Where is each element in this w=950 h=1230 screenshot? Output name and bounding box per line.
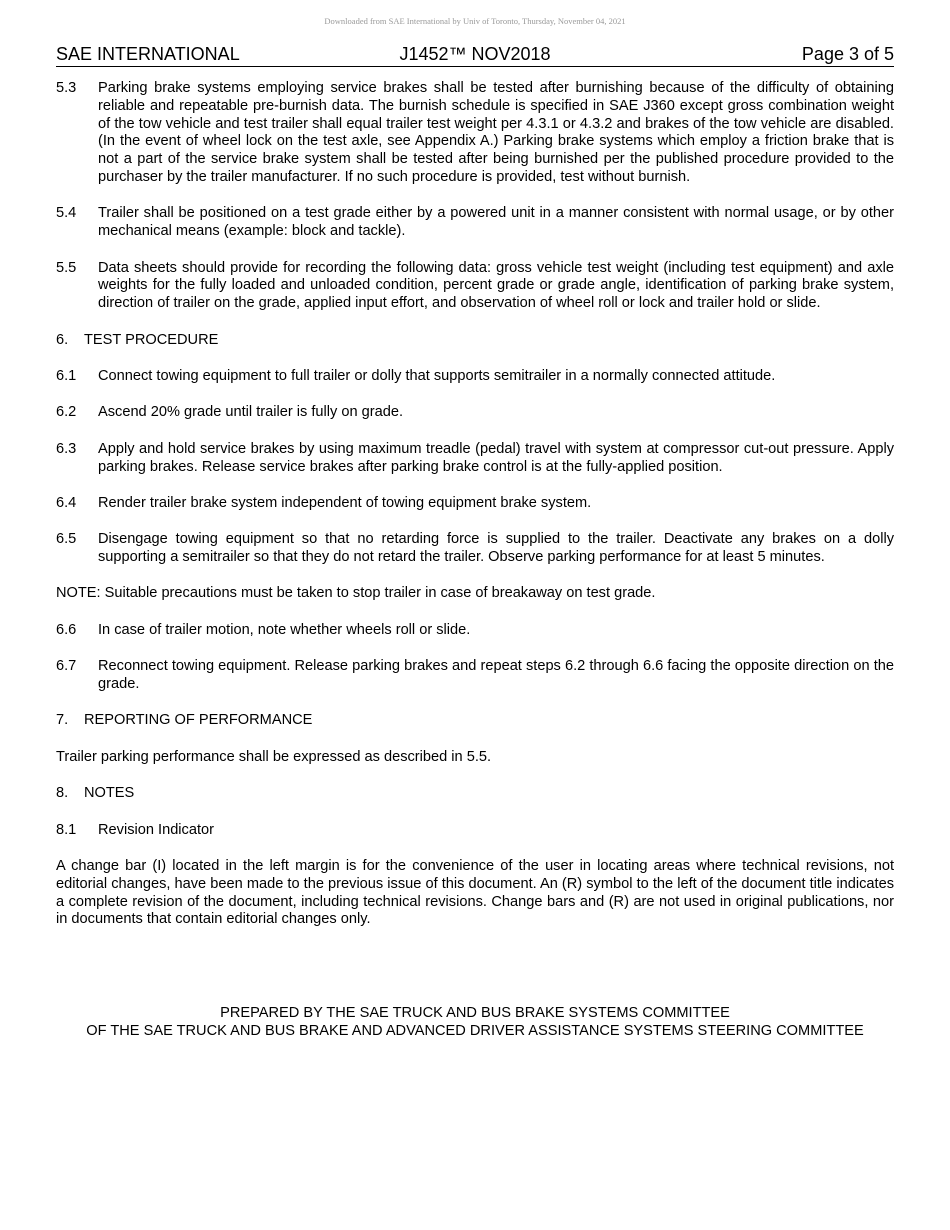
paragraph-number: 8.1: [56, 821, 77, 838]
paragraph-6-1: [56, 368, 894, 386]
paragraph-number: 6.6: [56, 621, 77, 638]
section-7-heading: [56, 712, 894, 730]
paragraph-text: Apply and hold service brakes by using maximum treadle (pedal) travel with system at compressor cut-out pressure. Apply parking brakes. Release service brakes after parking brake control is at the fully-applied position.: [98, 440, 894, 475]
section-title: REPORTING OF PERFORMANCE: [84, 712, 313, 729]
paragraph-text: Connect towing equipment to full trailer or dolly that supports semitrailer in a normally connected attitude.: [98, 367, 776, 384]
paragraph-5-5: [56, 260, 894, 313]
paragraph-text: Disengage towing equipment so that no retarding force is supplied to the trailer. Deactivate any brakes on a dolly supporting a semitrailer so that they do not retard the trailer. Observe parking performance for at least 5 minutes.: [98, 531, 894, 566]
paragraph-number: 5.3: [56, 80, 77, 96]
section-number: 7.: [56, 712, 69, 729]
footer-line-1: PREPARED BY THE SAE TRUCK AND BUS BRAKE SYSTEMS COMMITTEE: [220, 1005, 730, 1021]
paragraph-text: Revision Indicator: [98, 821, 214, 838]
footer-line-2: OF THE SAE TRUCK AND BUS BRAKE AND ADVANCED DRIVER ASSISTANCE SYSTEMS STEERING COMMITTEE: [86, 1022, 864, 1039]
paragraph-6-3: [56, 441, 894, 477]
header-page-number: Page 3 of 5: [801, 44, 894, 64]
section-title: NOTES: [84, 785, 135, 802]
paragraph-text: Render trailer brake system independent of towing equipment brake system.: [98, 494, 592, 511]
paragraph-number: 6.2: [56, 404, 77, 421]
paragraph-number: 6.7: [56, 658, 77, 675]
section-8-heading: [56, 785, 894, 803]
paragraph-number: 6.4: [56, 494, 77, 511]
committee-footer: [0, 1005, 950, 1041]
paragraph-number: 6.1: [56, 367, 77, 384]
paragraph-number: 6.3: [56, 440, 77, 457]
page-header: [56, 44, 894, 67]
paragraph-5-4: [56, 205, 894, 241]
paragraph-6-4: [56, 495, 894, 513]
section-6-heading: [56, 332, 894, 350]
paragraph-text: Reconnect towing equipment. Release parking brakes and repeat steps 6.2 through 6.6 facing the opposite direction on the grade.: [98, 658, 894, 693]
paragraph-text: Ascend 20% grade until trailer is fully on grade.: [98, 404, 404, 421]
paragraph-6-6: [56, 622, 894, 640]
header-org: SAE INTERNATIONAL: [56, 44, 240, 64]
paragraph-text: In case of trailer motion, note whether wheels roll or slide.: [98, 621, 471, 638]
header-doc-id: J1452™ NOV2018: [399, 44, 551, 64]
paragraph-number: 5.4: [56, 205, 77, 222]
paragraph-text: Parking brake systems employing service brakes shall be tested after burnishing because of the difficulty of obtaining reliable and repeatable pre-burnish data. The burnish schedule is specified in SAE J360 except gross combination weight of the tow vehicle and test trailer shall equal trailer test weight per 4.3.1 or 4.3.2 and brakes of the tow vehicle are disabled. (In the event of wheel lock on the test axle, see Appendix A.) Parking brake systems which employ a friction brake that is not a part of the service brake system shall be tested after being burnished per the published procedure provided to the purchaser by the trailer manufacturer. If no such procedure is provided, test without burnish.: [98, 80, 894, 185]
download-watermark: Downloaded from SAE International by Univ of Toronto, Thursday, November 04, 2021: [324, 16, 626, 26]
paragraph-6-7: [56, 658, 894, 694]
paragraph-7-text: Trailer parking performance shall be expressed as described in 5.5.: [56, 748, 492, 765]
document-body: [56, 80, 894, 948]
paragraph-number: 5.5: [56, 259, 77, 276]
paragraph-number: 6.5: [56, 531, 77, 548]
paragraph-8-1-text: A change bar (I) located in the left margin is for the convenience of the user in locating areas where technical revisions, not editorial changes, have been made to the previous issue of this document. An (R) symbol to the left of the document title indicates a complete revision of the document, including technical revisions. Change bars and (R) are not used in original publications, nor in documents that contain editorial changes only.: [56, 858, 894, 928]
paragraph-text: Data sheets should provide for recording the following data: gross vehicle test weight (including test equipment) and axle weights for the fully loaded and unloaded condition, percent grade or grade angle, identification of parking brake system, direction of trailer on the grade, applied input effort, and observation of wheel roll or lock and trailer hold or slide.: [98, 259, 894, 312]
paragraph-text: Trailer shall be positioned on a test grade either by a powered unit in a manner consistent with normal usage, or by other mechanical means (example: block and tackle).: [98, 205, 894, 240]
section-number: 8.: [56, 785, 69, 802]
section-number: 6.: [56, 331, 69, 348]
paragraph-5-3: [56, 80, 894, 187]
paragraph-6-5: [56, 531, 894, 567]
section-title: TEST PROCEDURE: [84, 331, 219, 348]
paragraph-6-2: [56, 404, 894, 422]
paragraph-8-1: [56, 822, 894, 840]
safety-note: NOTE: Suitable precautions must be taken to stop trailer in case of breakaway on test grade.: [56, 585, 656, 602]
